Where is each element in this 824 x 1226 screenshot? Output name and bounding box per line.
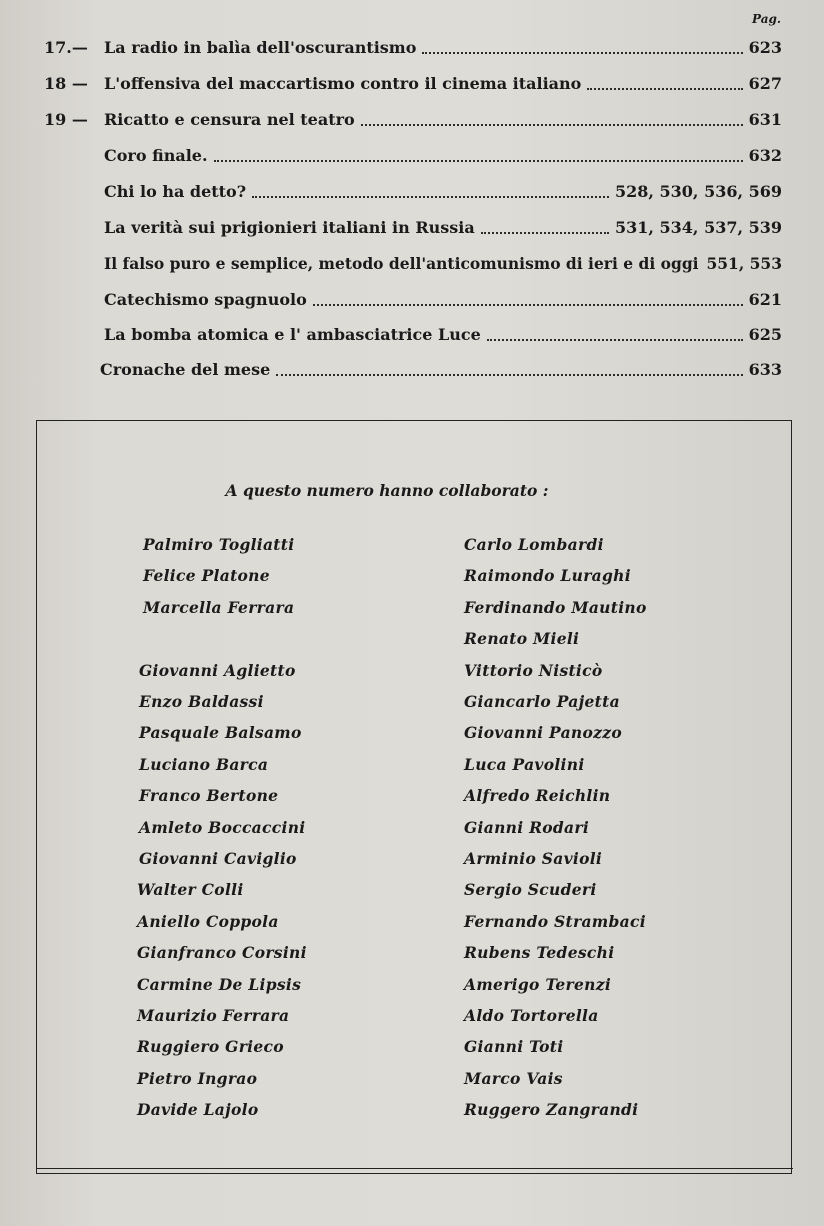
toc-page: 631 [748,110,782,129]
contributor-name-left: Carmine De Lipsis [137,974,302,994]
contributor-name-left: Marcella Ferrara [143,597,295,617]
contributor-name-right: Giancarlo Pajetta [464,692,620,711]
contributor-name-left: Ruggiero Grieco [137,1037,284,1057]
leader-dots [481,232,609,234]
toc-page: 623 [748,38,782,57]
toc-page: 531, 534, 537, 539 [614,218,782,237]
leader-dots [587,88,742,90]
toc-page: 621 [748,290,782,309]
contributor-name-left: Palmiro Togliatti [143,535,295,554]
toc-entry-cronache [100,360,782,379]
contributor-name-right: Amerigo Terenzi [464,974,612,994]
contributor-name-right: Ruggero Zangrandi [464,1100,639,1120]
toc-title: La bomba atomica e l' ambasciatrice Luce [104,325,481,344]
contributor-name-right: Ferdinando Mautino [464,597,647,617]
toc-title: Chi lo ha detto? [104,182,247,201]
contributor-name-right: Vittorio Nisticò [464,660,603,680]
toc-number: 18 — [44,74,88,93]
box-bottom-rule [36,1168,793,1169]
toc-page: 627 [748,74,782,93]
leader-dots [361,124,743,126]
toc-title: Ricatto e censura nel teatro [104,110,355,129]
toc-number: 17.— [44,38,88,57]
contributor-name-left: Enzo Baldassi [139,692,264,711]
contributor-name-left: Franco Bertone [139,786,279,806]
toc-entry-17 [44,38,782,57]
contributor-name-left: Giovanni Aglietto [139,660,296,680]
contributor-name-right: Aldo Tortorella [464,1006,599,1025]
toc-title: La radio in balìa dell'oscurantismo [104,38,417,57]
toc-entry-prigionieri [104,218,782,237]
contributor-name-left: Luciano Barca [139,754,269,774]
toc-entry-chi-lo-ha-detto [104,182,782,201]
contributor-name-right: Raimondo Luraghi [464,566,631,586]
contributor-name-left: Pietro Ingrao [137,1068,258,1088]
contributor-name-right: Gianni Toti [464,1037,564,1057]
toc-title: L'offensiva del maccartismo contro il cinema italiano [104,74,582,93]
contributors-box [36,420,792,1174]
toc-page: 551, 553 [706,254,782,273]
toc-title: La verità sui prigionieri italiani in Russia [104,218,475,237]
contributor-name-left: Aniello Coppola [137,911,279,931]
contributor-name-left: Walter Colli [137,880,244,900]
contributor-name-right: Marco Vais [464,1068,563,1088]
leader-dots [422,52,742,54]
contributor-name-left: Maurizio Ferrara [137,1006,290,1025]
leader-dots [252,196,609,198]
contributor-name-left: Giovanni Caviglio [139,849,297,868]
contributor-name-right: Luca Pavolini [464,754,585,774]
contributor-name-right: Alfredo Reichlin [464,786,611,806]
toc-page: 528, 530, 536, 569 [614,182,782,201]
contributor-name-left: Gianfranco Corsini [137,943,307,963]
toc-entry-18 [44,74,782,93]
toc-page: 632 [748,146,782,165]
toc-title: Catechismo spagnuolo [104,290,307,309]
toc-page: 633 [748,360,782,379]
leader-dots [276,374,742,376]
contributors-heading: A questo numero hanno collaborato : [225,481,549,500]
contributor-name-right: Gianni Rodari [464,817,590,837]
toc-title: Coro finale. [104,146,208,165]
contributor-name-left: Davide Lajolo [137,1100,259,1120]
contributor-name-right: Sergio Scuderi [464,880,597,900]
toc-title: Il falso puro e semplice, metodo dell'anticomunismo di ieri e di oggi [104,254,699,273]
contributor-name-left: Felice Platone [143,566,270,586]
toc-entry-bomba-atomica [104,325,782,344]
contributor-name-right: Rubens Tedeschi [464,943,615,963]
contributor-name-right: Renato Mieli [464,629,580,649]
leader-dots [214,160,743,162]
contributor-name-right: Carlo Lombardi [464,535,604,554]
contributor-name-left: Pasquale Balsamo [139,723,302,743]
contributor-name-right: Giovanni Panozzo [464,723,622,743]
contributor-name-left: Amleto Boccaccini [139,817,306,837]
contributor-name-right: Fernando Strambaci [464,911,646,931]
contributor-name-right: Arminio Savioli [464,849,603,868]
toc-title: Cronache del mese [100,360,271,379]
toc-entry-catechismo [104,290,782,309]
page-column-label: Pag. [752,12,782,26]
leader-dots [487,339,743,341]
toc-entry-19 [44,110,782,129]
toc-entry-falso-puro [104,254,782,273]
toc-entry-coro-finale [104,146,782,165]
leader-dots [313,304,743,306]
toc-number: 19 — [44,110,88,129]
toc-page: 625 [748,325,782,344]
